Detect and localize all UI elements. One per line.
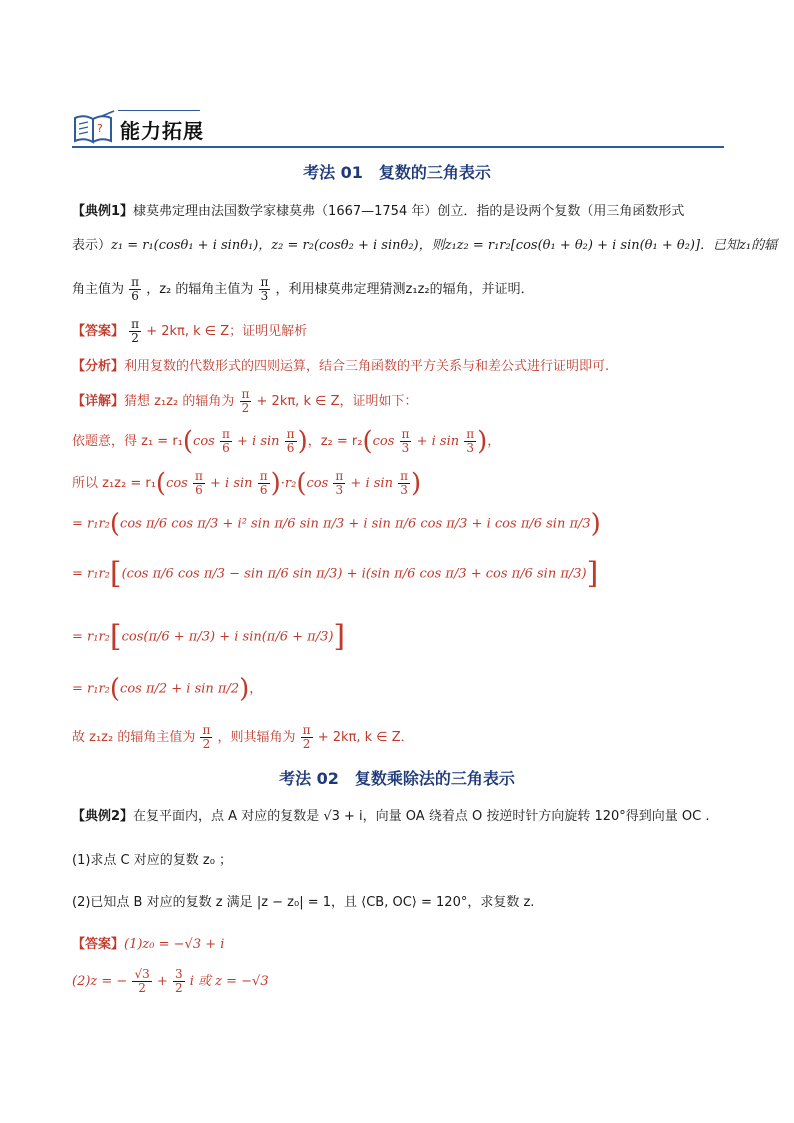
frac-num: π [195, 469, 203, 483]
conclusion1-line [72, 724, 414, 751]
frac-num: 3 [174, 967, 183, 981]
step1-cos: cos [193, 434, 215, 449]
frac-pi-3 [464, 428, 476, 455]
analysis1-label: 【分析】 [72, 359, 125, 374]
answer2-part2-a: (2)z = − [72, 974, 128, 989]
frac-den: 2 [131, 331, 139, 345]
step4-line [72, 556, 599, 591]
example1-text-1: 棣莫弗定理由法国数学家棣莫弗（1667—1754 年）创立．指的是设两个复数（用三角函数形式 [133, 204, 685, 219]
frac-num: π [221, 427, 230, 441]
step1-cos: cos [372, 434, 395, 449]
paren-open: ( [109, 674, 121, 704]
question1-line: (1)求点 C 对应的复数 z₀ ； [72, 853, 233, 868]
step5-line [72, 619, 346, 654]
paren-close: ) [410, 468, 422, 499]
frac-pi-2 [240, 388, 252, 415]
step3-expression: cos π/6 cos π/3 + i² sin π/6 sin π/3 + i sin π/6 cos π/3 + i cos π/6 sin π/3 [120, 516, 591, 532]
section1-title: 考法 01 复数的三角表示 [303, 163, 491, 182]
step3-line [72, 509, 601, 539]
bracket-open: [ [109, 556, 122, 591]
step2-cos: cos [306, 476, 329, 491]
frac-num: π [466, 427, 475, 441]
step4-expression: (cos π/6 cos π/3 − sin π/6 sin π/3) + i(sin π/6 cos π/3 + cos π/6 sin π/3) [121, 566, 587, 582]
example1-label: 【典例1】 [72, 204, 134, 219]
paren-close: ) [297, 426, 308, 457]
frac-num: π [202, 723, 211, 737]
frac-pi-6 [220, 428, 232, 455]
step6-line: = r₁r₂(cos π/2 + i sin π/2)， [72, 674, 263, 704]
book-pen-icon [72, 110, 116, 146]
frac-pi-6 [129, 276, 141, 303]
paren-open: ( [296, 468, 307, 499]
detail1-line [72, 388, 417, 415]
frac-den: 3 [400, 483, 408, 497]
frac-num: π [335, 469, 344, 483]
frac-3-2 [173, 968, 185, 995]
step1-text-d: ，z₂ = r₂ [307, 434, 363, 449]
frac-pi-2 [129, 318, 141, 345]
paren-open: ( [109, 509, 121, 539]
answer1-label: 【答案】 [72, 324, 125, 339]
conclusion1-text-a: 故 z₁z₂ 的辐角主值为 [72, 730, 196, 745]
frac-pi-2 [200, 724, 212, 751]
step1-text-a: 依题意，得 z₁ = r₁ [72, 434, 183, 449]
step2-line: 所以 z₁z₂ = r₁(cos $\frac{\pi}{6}$ + i sin $\frac{\pi}{6}$ )·r₂(cos $\frac{\pi}{3}$ + i sin $\frac{\pi}{3}$ ) [72, 468, 422, 499]
frac-pi-3 [259, 276, 271, 303]
example1-line1 [72, 203, 684, 221]
header-divider [72, 146, 724, 148]
frac-num: π [259, 469, 268, 483]
example2-label: 【典例2】 [72, 809, 134, 824]
paren-open: ( [182, 426, 194, 457]
section2-title: 考法 02 复数乘除法的三角表示 [279, 769, 515, 788]
step1-isin: + i sin [416, 434, 460, 449]
step6-prefix: = r₁r₂ [72, 681, 110, 697]
frac-num: π [260, 275, 269, 289]
step2-text-a: 所以 z₁z₂ = r₁ [72, 476, 156, 491]
answer2-label: 【答案】 [72, 937, 125, 952]
paren-open: ( [362, 426, 373, 457]
answer2-line2 [72, 968, 269, 995]
paren-close: ) [270, 468, 281, 499]
step6-expression: cos π/2 + i sin π/2 [120, 681, 240, 697]
answer2-part1: (1)z₀ = −√3 + i [124, 937, 225, 952]
frac-num: π [241, 387, 250, 401]
answer1-text: + 2kπ, k ∈ Z；证明见解析 [146, 324, 308, 339]
frac-pi-6 [258, 470, 270, 497]
svg-text:?: ? [97, 122, 103, 135]
step1-isin: + i sin [237, 434, 280, 449]
frac-den: 2 [241, 401, 250, 415]
frac-num: π [131, 317, 140, 331]
conclusion1-text-c: + 2kπ, k ∈ Z． [317, 730, 414, 745]
frac-pi-3 [400, 428, 412, 455]
frac-den: 2 [302, 737, 311, 751]
step2-isin: + i sin [210, 476, 253, 491]
page-header-title: 能力拓展 [120, 119, 204, 143]
example1-text-2a: 表示） [72, 238, 112, 253]
frac-num: √3 [134, 967, 150, 981]
frac-den: 6 [195, 483, 203, 497]
frac-den: 2 [138, 981, 146, 995]
step5-prefix: = r₁r₂ [72, 629, 110, 645]
example1-text-3a: 角主值为 [72, 282, 125, 297]
example1-text-3b: ，z₂ 的辐角主值为 [146, 282, 254, 297]
analysis1-line [72, 358, 609, 376]
frac-pi-3 [333, 470, 345, 497]
frac-num: π [400, 469, 408, 483]
example1-text-3c: ，利用棣莫弗定理猜测z₁z₂的辐角，并证明． [275, 282, 534, 297]
example1-line2 [72, 237, 777, 255]
step3-prefix: = r₁r₂ [72, 516, 110, 532]
frac-den: 6 [131, 289, 139, 303]
answer2-part2-c: i 或 z = −√3 [189, 974, 269, 989]
answer2-plus: + [156, 974, 168, 989]
frac-den: 6 [286, 441, 295, 455]
frac-num: π [131, 275, 140, 289]
example2-line1 [72, 808, 709, 826]
step4-prefix: = r₁r₂ [72, 566, 110, 582]
frac-den: 6 [259, 483, 268, 497]
example1-line3 [72, 276, 534, 303]
frac-pi-6 [193, 470, 205, 497]
bracket-close: ] [333, 619, 346, 654]
frac-pi-6 [285, 428, 297, 455]
conclusion1-text-b: ，则其辐角为 [217, 730, 296, 745]
paren-close: ) [239, 674, 250, 704]
header-top-rule [118, 110, 200, 111]
frac-den: 3 [260, 289, 269, 303]
bracket-open: [ [109, 619, 122, 654]
frac-pi-2 [301, 724, 313, 751]
step5-expression: cos(π/6 + π/3) + i sin(π/6 + π/3) [121, 629, 334, 645]
frac-sqrt3-2 [132, 968, 151, 995]
paren-open: ( [155, 468, 167, 499]
paren-close: ) [477, 426, 488, 457]
paren-close: ) [590, 509, 601, 539]
frac-num: π [401, 427, 410, 441]
step1-line: 依题意，得 z₁ = r₁(cos $\frac{\pi}{6}$ + i sin $\frac{\pi}{6}$ )，z₂ = r₂(cos $\frac{\pi}{3}$ + i sin $\frac{\pi}{3}$ )， [72, 426, 501, 457]
frac-num: π [286, 427, 295, 441]
frac-pi-3 [398, 470, 410, 497]
frac-den: 2 [174, 981, 183, 995]
question2-line: (2)已知点 B 对应的复数 z 满足 |z − z₀| = 1，且 ⟨CB, OC⟩ = 120°，求复数 z. [72, 895, 535, 910]
answer2-line1 [72, 936, 224, 954]
frac-den: 6 [222, 441, 230, 455]
detail1-text-a: 猜想 z₁z₂ 的辐角为 [124, 394, 235, 409]
frac-num: π [302, 723, 311, 737]
frac-den: 2 [202, 737, 211, 751]
frac-den: 3 [466, 441, 475, 455]
analysis1-text: 利用复数的代数形式的四则运算，结合三角函数的平方关系与和差公式进行证明即可. [124, 359, 610, 374]
detail1-text-b: + 2kπ, k ∈ Z，证明如下： [256, 394, 418, 409]
example1-formula: z₁ = r₁(cosθ₁ + i sinθ₁)，z₂ = r₂(cosθ₂ + i sinθ₂)，则z₁z₂ = r₁r₂[cos(θ₁ + θ₂) + i sin(θ₁ + θ₂)]．已知z₁的辐 [111, 238, 778, 253]
frac-den: 3 [401, 441, 410, 455]
step2-isin: + i sin [350, 476, 393, 491]
frac-den: 3 [335, 483, 344, 497]
detail1-label: 【详解】 [72, 394, 125, 409]
bracket-close: ] [586, 556, 599, 591]
step2-cos: cos [166, 476, 188, 491]
answer1-line [72, 318, 307, 345]
example2-text: 在复平面内，点 A 对应的复数是 √3 + i，向量 OA 绕着点 O 按逆时针方向旋转 120°得到向量 OC . [133, 809, 710, 824]
